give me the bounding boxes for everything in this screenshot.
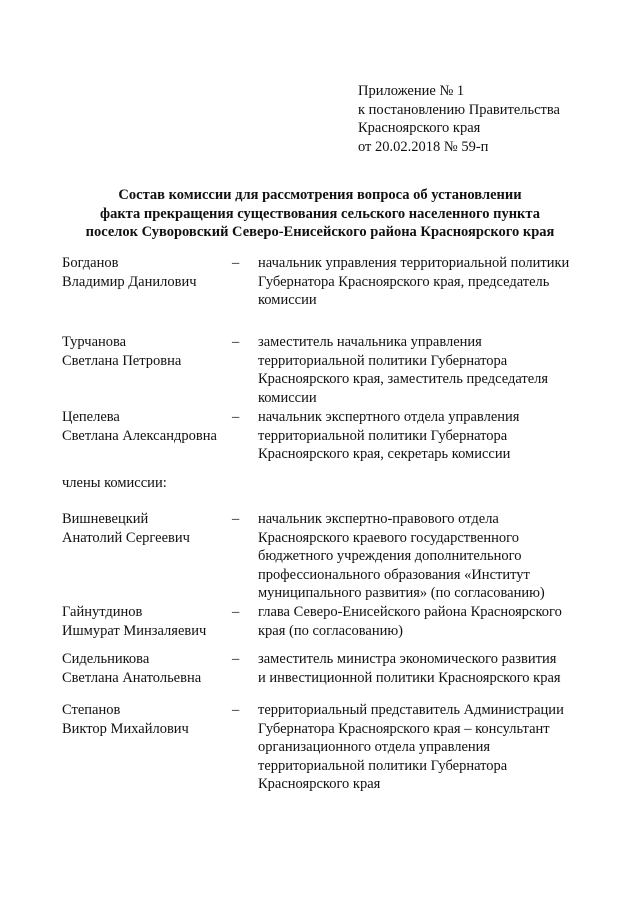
position-line: территориальной политики Губернатора xyxy=(258,427,508,444)
member-surname: Вишневецкий xyxy=(62,511,149,527)
member-position xyxy=(258,603,598,640)
title-line: поселок Суворовский Северо-Енисейского района Красноярского края xyxy=(85,224,555,240)
member-given-name: Светлана Петровна xyxy=(62,352,182,369)
member-surname: Богданов xyxy=(62,255,119,271)
position-line: комиссии xyxy=(258,292,317,308)
member-surname: Турчанова xyxy=(62,334,127,350)
separator-dash: – xyxy=(232,604,240,620)
member-name xyxy=(62,650,227,687)
position-line: края (по согласованию) xyxy=(258,622,404,639)
position-line: Красноярского края, секретарь комиссии xyxy=(258,446,511,462)
position-line: Красноярского края xyxy=(258,776,381,792)
member-position xyxy=(258,510,598,603)
position-line: Красноярского края, заместитель председателя xyxy=(258,371,549,387)
member-name xyxy=(62,333,227,370)
separator-dash: – xyxy=(232,702,240,718)
position-line: заместитель начальника управления xyxy=(258,334,482,350)
member-name xyxy=(62,701,227,738)
position-line: Губернатора Красноярского края, председатель xyxy=(258,273,550,290)
member-surname: Цепелева xyxy=(62,409,120,425)
appendix-line: от 20.02.2018 № 59-п xyxy=(358,138,489,155)
member-surname: Гайнутдинов xyxy=(62,604,143,620)
member-given-name: Ишмурат Минзаляевич xyxy=(62,622,207,639)
position-line: бюджетного учреждения дополнительного xyxy=(258,548,522,564)
appendix-line: Красноярского края xyxy=(358,120,481,136)
position-line: профессионального образования «Институт xyxy=(258,566,530,583)
separator-dash: – xyxy=(232,334,240,350)
separator-dash: – xyxy=(232,651,240,667)
position-line: организационного отдела управления xyxy=(258,739,491,755)
member-given-name: Светлана Анатольевна xyxy=(62,669,202,686)
member-position xyxy=(258,701,598,794)
title-line: факта прекращения существования сельского населенного пункта xyxy=(100,205,540,222)
position-line: начальник управления территориальной политики xyxy=(258,255,570,271)
position-line: территориальный представитель Администрации xyxy=(258,702,564,718)
separator-dash: – xyxy=(232,255,240,271)
member-position xyxy=(258,333,598,407)
position-line: Красноярского краевого государственного xyxy=(258,529,519,546)
document-title xyxy=(40,186,600,242)
member-given-name: Виктор Михайлович xyxy=(62,720,189,737)
position-line: комиссии xyxy=(258,389,317,406)
separator-dash: – xyxy=(232,511,240,527)
position-line: глава Северо-Енисейского района Красноярского xyxy=(258,604,562,620)
member-given-name: Владимир Данилович xyxy=(62,273,197,290)
position-line: начальник экспертного отдела управления xyxy=(258,409,520,425)
position-line: и инвестиционной политики Красноярского края xyxy=(258,669,561,686)
appendix-line: к постановлению Правительства xyxy=(358,101,560,118)
member-position xyxy=(258,254,598,310)
position-line: Губернатора Красноярского края – консультант xyxy=(258,720,550,737)
position-line: муниципального развития» (по согласованию) xyxy=(258,585,545,601)
separator-dash: – xyxy=(232,409,240,425)
position-line: начальник экспертно-правового отдела xyxy=(258,511,499,527)
position-line: территориальной политики Губернатора xyxy=(258,757,508,774)
member-given-name: Светлана Александровна xyxy=(62,427,217,444)
member-name xyxy=(62,603,227,640)
member-name xyxy=(62,510,227,547)
member-surname: Степанов xyxy=(62,702,121,718)
member-name xyxy=(62,408,227,445)
position-line: заместитель министра экономического развития xyxy=(258,651,557,667)
members-heading: члены комиссии: xyxy=(62,475,167,491)
member-name xyxy=(62,254,227,291)
member-position xyxy=(258,650,598,687)
position-line: территориальной политики Губернатора xyxy=(258,352,508,369)
appendix-line: Приложение № 1 xyxy=(358,83,465,99)
member-position xyxy=(258,408,598,464)
member-surname: Сидельникова xyxy=(62,651,150,667)
title-line: Состав комиссии для рассмотрения вопроса об установлении xyxy=(118,187,522,203)
member-given-name: Анатолий Сергеевич xyxy=(62,529,190,546)
appendix-block xyxy=(358,82,560,156)
